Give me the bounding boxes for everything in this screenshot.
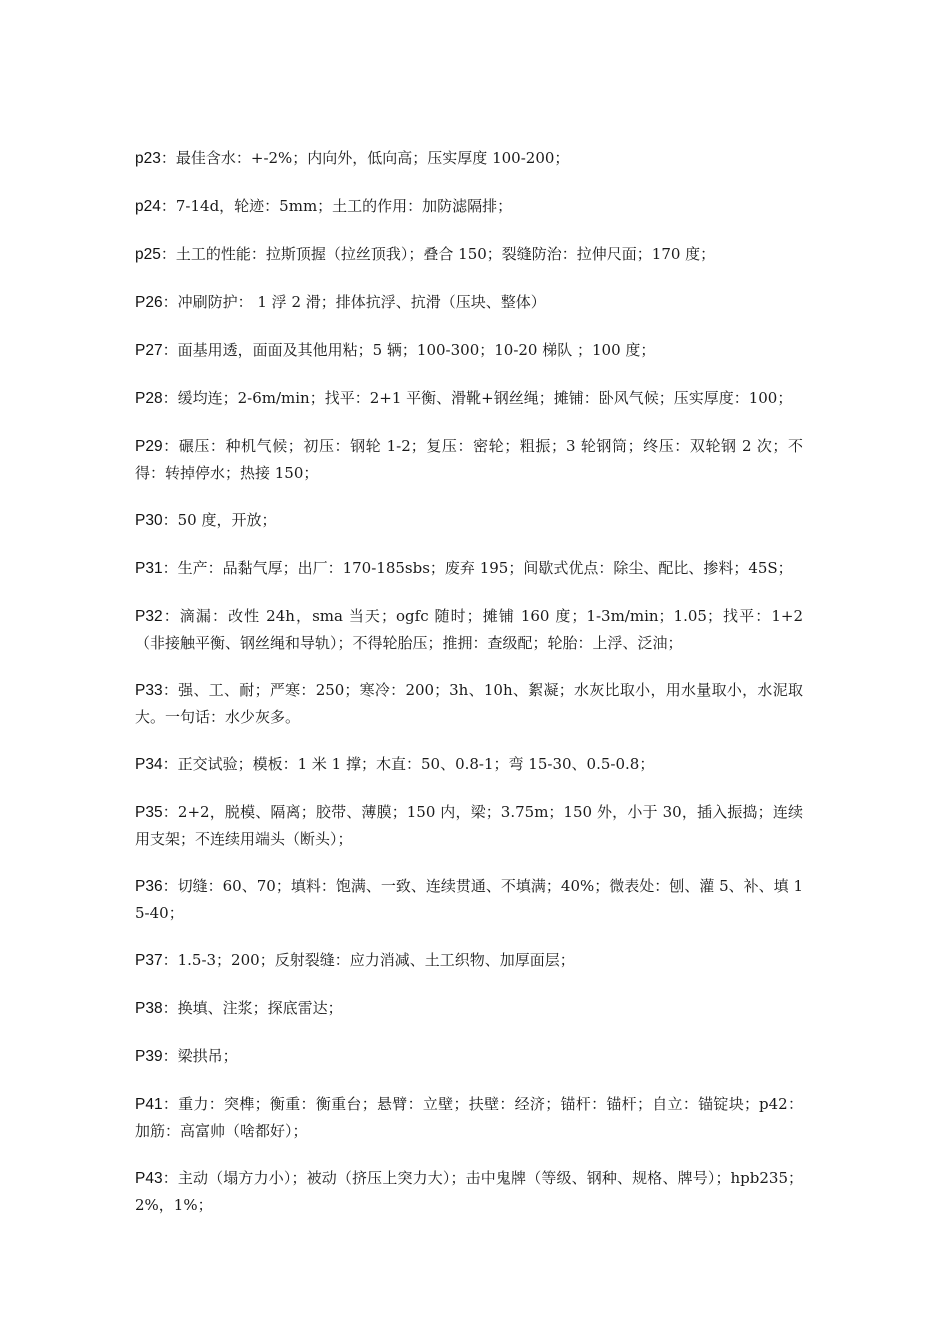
note-paragraph — [135, 507, 803, 534]
note-text: ：换填、注浆；探底雷达； — [162, 999, 343, 1017]
note-text: ：滴漏：改性 24h，sma 当天；ogfc 随时；摊铺 160 度；1-3m/min；1.05；找平：1+2（非接触平衡、钢丝绳和导轨）；不得轮胎压；推拥：查级配；轮胎：上浮、泛油； — [135, 607, 803, 652]
note-page-label: P29 — [135, 438, 163, 455]
note-page-label: P34 — [135, 756, 163, 773]
note-page-label: P35 — [135, 804, 163, 821]
note-page-label: p23 — [135, 150, 161, 167]
note-page-label: P32 — [135, 608, 163, 625]
note-page-label: P39 — [135, 1048, 163, 1065]
notes-body — [135, 145, 803, 1239]
note-paragraph — [135, 799, 803, 852]
note-page-label: P30 — [135, 512, 163, 529]
note-page-label: P33 — [135, 682, 163, 699]
note-text: ：50 度，开放； — [162, 511, 277, 529]
note-paragraph — [135, 289, 803, 316]
note-paragraph — [135, 385, 803, 412]
note-paragraph — [135, 1165, 803, 1218]
note-paragraph — [135, 603, 803, 656]
note-paragraph — [135, 433, 803, 486]
note-paragraph — [135, 751, 803, 778]
note-text: ：7-14d，轮迹：5mm；土工的作用：加防滤隔排； — [160, 197, 513, 215]
note-paragraph — [135, 145, 803, 172]
note-page-label: P26 — [135, 294, 163, 311]
note-paragraph — [135, 337, 803, 364]
note-page-label: P43 — [135, 1170, 163, 1187]
note-page-label: p24 — [135, 198, 161, 215]
note-paragraph — [135, 193, 803, 220]
note-page-label: P27 — [135, 342, 163, 359]
note-text: ：最佳含水：+-2%；内向外，低向高；压实厚度 100-200； — [160, 149, 570, 167]
note-text: ：梁拱吊； — [162, 1047, 238, 1065]
note-paragraph — [135, 555, 803, 582]
note-text: ：正交试验；模板：1 米 1 撑；木直：50、0.8-1；弯 15-30、0.5-0.8； — [162, 755, 655, 773]
note-text: ：冲刷防护： 1 浮 2 滑；排体抗浮、抗滑（压块、整体） — [162, 293, 546, 311]
note-text: ：强、工、耐；严寒：250；寒冷：200；3h、10h、絮凝；水灰比取小，用水量取小，水泥取大。一句话：水少灰多。 — [135, 681, 803, 726]
note-paragraph — [135, 995, 803, 1022]
note-page-label: P37 — [135, 952, 163, 969]
note-text: ：主动（塌方力小）；被动（挤压上突力大）；击中鬼牌（等级、钢种、规格、牌号）；hpb235；2%，1%； — [135, 1169, 803, 1214]
note-page-label: P28 — [135, 390, 163, 407]
note-paragraph — [135, 873, 803, 926]
note-page-label: P31 — [135, 560, 163, 577]
note-text: ：切缝：60、70；填料：饱满、一致、连续贯通、不填满；40%；微表处：刨、灌 5、补、填 15-40； — [135, 877, 803, 922]
note-text: ：重力：突榫；衡重：衡重台；悬臂：立壁；扶壁：经济；锚杆：锚杆；自立：锚锭块；p42：加筋：高富帅（啥都好）； — [135, 1095, 803, 1140]
note-page-label: P36 — [135, 878, 163, 895]
note-paragraph — [135, 947, 803, 974]
note-text: ：缓均连；2-6m/min；找平：2+1 平衡、滑靴+钢丝绳；摊铺：卧风气候；压实厚度：100； — [162, 389, 793, 407]
note-paragraph — [135, 677, 803, 730]
note-text: ：碾压：种机气候；初压：钢轮 1-2；复压：密轮；粗振；3 轮钢筒；终压：双轮钢 2 次；不得：转掉停水；热接 150； — [135, 437, 803, 482]
note-page-label: p25 — [135, 246, 161, 263]
note-text: ：2+2，脱模、隔离；胶带、薄膜；150 内，梁；3.75m；150 外，小于 30，插入振捣；连续用支架；不连续用端头（断头）； — [135, 803, 803, 848]
note-text: ：面基用透，面面及其他用粘；5 辆；100-300；10-20 梯队 ；100 度； — [162, 341, 656, 359]
note-paragraph — [135, 241, 803, 268]
note-paragraph — [135, 1091, 803, 1144]
note-text: ：土工的性能：拉斯顶握（拉丝顶我）；叠合 150；裂缝防治：拉伸尺面；170 度； — [160, 245, 716, 263]
note-page-label: P41 — [135, 1096, 163, 1113]
note-page-label: P38 — [135, 1000, 163, 1017]
note-paragraph — [135, 1043, 803, 1070]
note-text: ：1.5-3；200；反射裂缝：应力消减、土工织物、加厚面层； — [162, 951, 575, 969]
note-text: ：生产：品黏气厚；出厂：170-185sbs；废弃 195；间歇式优点：除尘、配比、掺料；45S； — [162, 559, 793, 577]
